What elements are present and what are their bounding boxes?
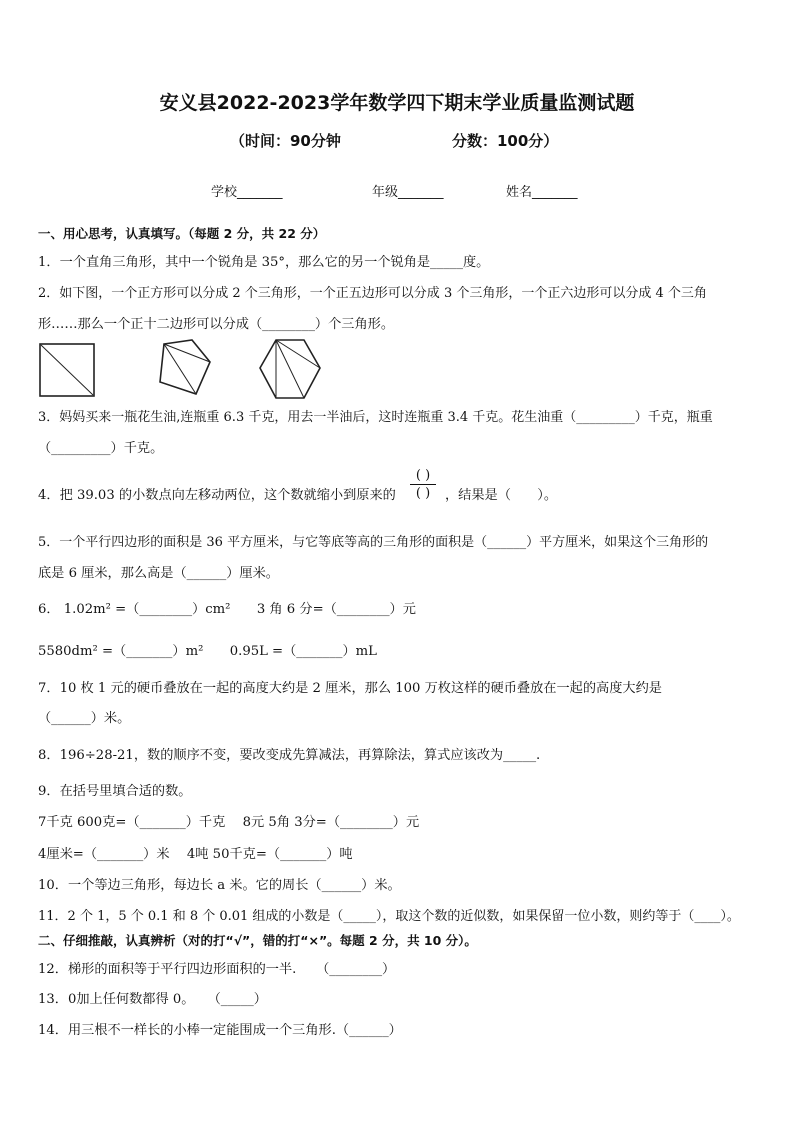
school-field: 学校_______ (211, 185, 283, 200)
question-11: 11．2 个 1，5 个 0.1 和 8 个 0.01 组成的小数是（_____），取这个数的近似数，如果保留一位小数，则约等于（____）。 (38, 909, 740, 924)
exam-time: （时间：90分钟 (230, 132, 341, 150)
question-6-line-2: 5580dm² =（_______）m² 0.95L =（_______）mL (38, 644, 377, 659)
question-2-line-1: 2．如下图，一个正方形可以分成 2 个三角形，一个正五边形可以分成 3 个三角形，一个正六边形可以分成 4 个三角 (38, 286, 707, 301)
question-13: 13．0加上任何数都得 0。 （_____） (38, 992, 267, 1007)
question-1: 1．一个直角三角形，其中一个锐角是 35°，那么它的另一个锐角是_____度。 (38, 255, 490, 270)
question-4-fraction (408, 468, 438, 501)
fraction-bar (410, 484, 436, 485)
question-10: 10．一个等边三角形，每边长 a 米。它的周长（______）米。 (38, 878, 401, 893)
square-figure (38, 342, 96, 398)
question-6-line-1: 6． 1.02m² =（________）cm² 3 角 6 分=（________）元 (38, 602, 416, 617)
question-9-line-1: 7千克 600克=（_______）千克 8元 5角 3分=（________）元 (38, 815, 420, 830)
question-7-line-1: 7．10 枚 1 元的硬币叠放在一起的高度大约是 2 厘米，那么 100 万枚这样的硬币叠放在一起的高度大约是 (38, 681, 662, 696)
question-2-line-2: 形……那么一个正十二边形可以分成（________）个三角形。 (38, 317, 395, 332)
section-1-heading: 一、用心思考，认真填写。（每题 2 分，共 22 分） (38, 226, 326, 241)
question-12: 12．梯形的面积等于平行四边形面积的一半. （________） (38, 962, 396, 977)
question-5-line-2: 底是 6 厘米，那么高是（______）厘米。 (38, 566, 279, 581)
question-14: 14．用三根不一样长的小棒一定能围成一个三角形.（______） (38, 1023, 402, 1038)
question-3-line-1: 3．妈妈买来一瓶花生油,连瓶重 6.3 千克，用去一半油后，这时连瓶重 3.4 千克。花生油重（_________）千克，瓶重 (38, 410, 713, 425)
fraction-numerator: ( ) (415, 468, 431, 483)
page-title: 安义县2022-2023学年数学四下期末学业质量监测试题 (159, 92, 635, 114)
name-field: 姓名_______ (506, 185, 578, 200)
exam-score: 分数：100分） (452, 132, 559, 150)
question-9: 9．在括号里填合适的数。 (38, 784, 192, 799)
question-5-line-1: 5．一个平行四边形的面积是 36 平方厘米，与它等底等高的三角形的面积是（______）平方厘米，如果这个三角形的 (38, 535, 709, 550)
question-9-line-2: 4厘米=（_______）米 4吨 50千克=（_______）吨 (38, 847, 353, 862)
question-7-line-2: （______）米。 (38, 711, 131, 726)
question-4-part-1: 4．把 39.03 的小数点向左移动两位，这个数就缩小到原来的 (38, 488, 396, 503)
hexagon-figure (258, 338, 322, 400)
grade-field: 年级_______ (372, 185, 444, 200)
question-3-line-2: （_________）千克。 (38, 441, 164, 456)
section-2-heading: 二、仔细推敲，认真辨析（对的打“√”，错的打“×”。每题 2 分，共 10 分）。 (38, 933, 477, 948)
fraction-denominator: ( ) (415, 486, 431, 501)
question-4-part-2: ，结果是（ ）。 (445, 488, 558, 503)
question-8: 8．196÷28-21，数的顺序不变，要改变成先算减法，再算除法，算式应该改为_____. (38, 748, 541, 763)
pentagon-figure (152, 338, 214, 398)
